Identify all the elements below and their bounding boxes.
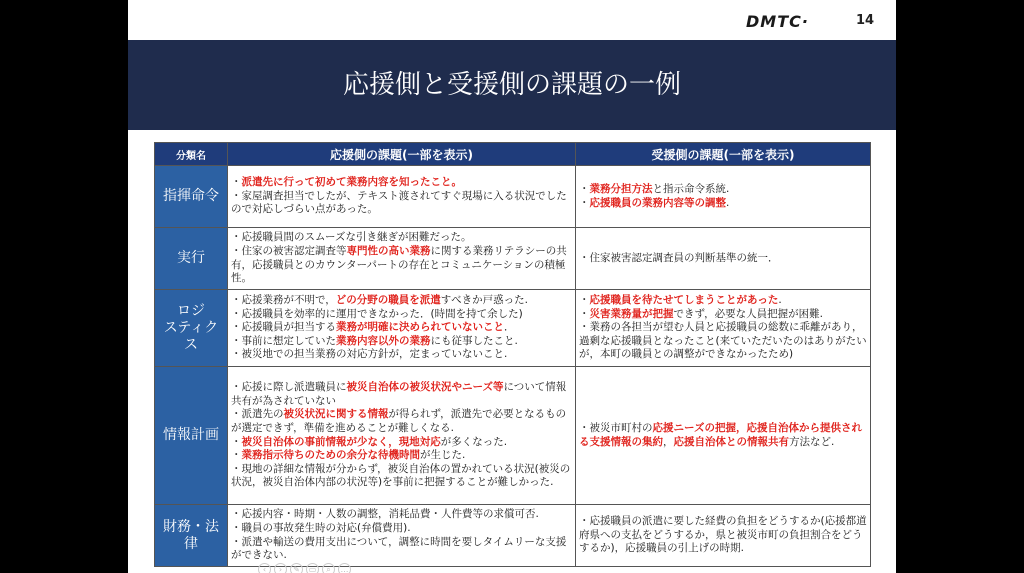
highlighted-text: 業務分担方法: [589, 182, 653, 195]
support-issue-cell: [228, 228, 576, 290]
issue-text: ・住家の被害認定調査等: [231, 244, 347, 257]
issue-item: [231, 348, 572, 362]
issue-text: ・家屋調査担当でしたが、テキスト渡されてすぐ現場に入る状況でしたので対応しづらい点があった。: [231, 189, 567, 216]
issue-text: が生じた.: [420, 449, 466, 462]
issue-text: ・: [231, 176, 242, 189]
highlighted-text: 応援自治体との情報共有: [673, 435, 789, 448]
issue-text: ・: [231, 449, 242, 462]
issue-item: [231, 176, 572, 190]
issue-text: に関する業務リテラシーの共有，応援職員とのカウンターパートの存在とコミュニケーションの積極性。: [231, 244, 567, 285]
title-bar: [128, 40, 896, 130]
receive-issue-cell: [576, 290, 871, 367]
issue-item: [579, 321, 867, 362]
prev-slide-icon[interactable]: ‹: [258, 563, 271, 573]
next-slide-icon[interactable]: ›: [274, 563, 287, 573]
category-label: 財務・法律: [163, 518, 219, 552]
support-issue-cell: [228, 367, 576, 505]
highlighted-text: 災害業務量が把握: [589, 307, 674, 320]
issue-text: 方法など.: [789, 435, 835, 448]
slide-title: 応援側と受援側の課題の一例: [342, 70, 681, 100]
category-cell: [155, 166, 228, 228]
issue-item: [231, 436, 572, 450]
highlighted-text: 応援職員の業務内容等の調整: [589, 196, 726, 209]
issue-text: ・派遣や輸送の費用支出について，調整に時間を要しタイムリーな支援ができない.: [231, 535, 567, 562]
header-receive-issues: 受援側の課題(一部を表示): [576, 143, 871, 166]
category-label: 指揮命令: [163, 188, 219, 204]
pen-icon[interactable]: ✎: [290, 563, 303, 573]
issue-text: ・現地の詳細な情報が分からず，被災自治体の置かれている状況(被災の状況，被災自治体内部の状況等)を事前に把握することが難しかった.: [231, 462, 571, 489]
issue-item: [231, 294, 572, 308]
issue-text: .: [726, 196, 730, 209]
table-row: [155, 166, 871, 228]
issue-text: が多くなった.: [440, 435, 508, 448]
highlighted-text: 業務が明確に決められていないこと: [336, 321, 504, 334]
issue-text: ・住家被害認定調査員の判断基準の統一．: [579, 251, 779, 264]
issue-text: ・: [579, 182, 590, 195]
category-label: スティクス: [163, 319, 219, 353]
issue-text: が得られず，派遣先で必要となるものが選定できず，準備を進めることが難しくなる.: [231, 408, 567, 434]
table-header-row: [155, 143, 871, 166]
issue-text: ・: [579, 196, 590, 209]
issue-text: にも従事したこと.: [430, 334, 518, 347]
highlighted-text: どの分野の職員を派遣: [335, 294, 441, 307]
issues-table: [154, 142, 871, 567]
issue-item: [231, 381, 572, 408]
issue-text: ・事前に想定していた: [231, 334, 336, 347]
dmtc-logo: DMTC·: [746, 12, 809, 31]
category-label: 実行: [177, 250, 205, 266]
zoom-icon[interactable]: ⌕: [322, 563, 335, 573]
issue-item: [231, 245, 572, 286]
support-issue-cell: [228, 166, 576, 228]
highlighted-text: 被災自治体の事前情報が少なく，現地対応: [241, 435, 441, 448]
support-issue-cell: [228, 290, 576, 367]
issue-text: ・被災地での担当業務の対応方針が，定まっていないこと.: [231, 348, 508, 361]
issue-item: [579, 252, 867, 266]
issue-text: ・: [579, 294, 590, 307]
issue-item: [231, 190, 572, 217]
issue-text: ．: [504, 321, 515, 334]
issue-item: [579, 422, 867, 449]
issue-text: ・応援内容・時期・人数の調整，消耗品費・人件費等の求償可否.: [231, 508, 539, 521]
highlighted-text: 応援ニーズの把握，応援自治体から提供される支援情報の集約: [579, 421, 862, 448]
category-cell: [155, 367, 228, 505]
highlighted-text: 業務内容以外の業務: [336, 334, 431, 347]
issue-item: [231, 508, 572, 522]
issue-text: ・被災市町村の: [579, 421, 653, 434]
issue-text: ・応援職員が担当する: [231, 321, 336, 334]
issue-text: ・応援に際し派遣職員に: [231, 381, 347, 394]
issue-text: すべきか戸惑った.: [440, 294, 528, 307]
header-category: 分類名: [155, 143, 228, 166]
table-row: [155, 228, 871, 290]
issue-item: [579, 515, 867, 556]
category-label: ロジ: [177, 302, 205, 319]
receive-issue-cell: [576, 166, 871, 228]
issue-text: ・: [231, 435, 242, 448]
highlighted-text: 被災状況に関する情報: [283, 408, 389, 421]
view-icon[interactable]: ▭: [306, 563, 319, 573]
issue-text: ，: [663, 435, 674, 448]
issue-text: .: [778, 294, 782, 307]
issue-item: [579, 294, 867, 308]
highlighted-text: 業務指示待ちのための余分な待機時間: [241, 449, 420, 462]
more-icon[interactable]: …: [338, 563, 351, 573]
issue-item: [579, 308, 867, 322]
receive-issue-cell: [576, 367, 871, 505]
issue-text: できず，必要な人員把握が困難.: [673, 307, 823, 320]
category-cell: [155, 290, 228, 367]
issue-text: ・応援職員の派遣に要した経費の負担をどうするか(応援都道府県への支払をどうするか，県と被災市町の負担割合をどうするか)，応援職員の引上げの時期.: [579, 515, 867, 555]
highlighted-text: 専門性の高い業務: [346, 244, 431, 257]
page-number: 14: [856, 13, 875, 28]
issue-item: [231, 321, 572, 335]
receive-issue-cell: [576, 505, 871, 567]
issue-text: ・派遣先の: [231, 408, 284, 421]
table-row: [155, 367, 871, 505]
issue-item: [231, 408, 572, 435]
issue-text: について情報共有が為されていない: [231, 381, 567, 407]
issue-item: [579, 197, 867, 211]
issue-text: ・応援業務が不明で，: [231, 294, 336, 307]
issue-item: [231, 335, 572, 349]
issue-item: [231, 522, 572, 536]
issue-item: [231, 463, 572, 490]
issue-text: ・応援職員間のスムーズな引き継ぎが困難だった。: [231, 231, 472, 244]
table-row: [155, 290, 871, 367]
issue-item: [231, 231, 572, 245]
issue-item: [579, 183, 867, 197]
highlighted-text: 被災自治体の被災状況やニーズ等: [346, 381, 504, 394]
category-label: 情報計画: [163, 427, 219, 443]
slideshow-toolbar: [258, 557, 354, 573]
issue-text: ・業務の各担当が望む人員と応援職員の総数に乖離があり，過剰な応援職員となったこと(来ていただいたのはありがたいが，本町の職員との調整ができなかったため): [579, 321, 867, 361]
slide: [128, 0, 896, 573]
issue-text: ・: [579, 307, 590, 320]
issue-text: ・応援職員を効率的に運用できなかった．(時間を持て余した): [231, 307, 523, 320]
highlighted-text: 応援職員を待たせてしまうことがあった: [589, 294, 779, 307]
issue-text: と指示命令系統.: [652, 182, 730, 195]
category-cell: [155, 228, 228, 290]
issue-item: [231, 449, 572, 463]
category-cell: [155, 505, 228, 567]
highlighted-text: 派遣先に行って初めて業務内容を知ったこと。: [241, 176, 462, 189]
issue-text: ・職員の事故発生時の対応(弁償費用).: [231, 521, 411, 534]
receive-issue-cell: [576, 228, 871, 290]
header-support-issues: 応援側の課題(一部を表示): [228, 143, 576, 166]
issue-item: [231, 308, 572, 322]
